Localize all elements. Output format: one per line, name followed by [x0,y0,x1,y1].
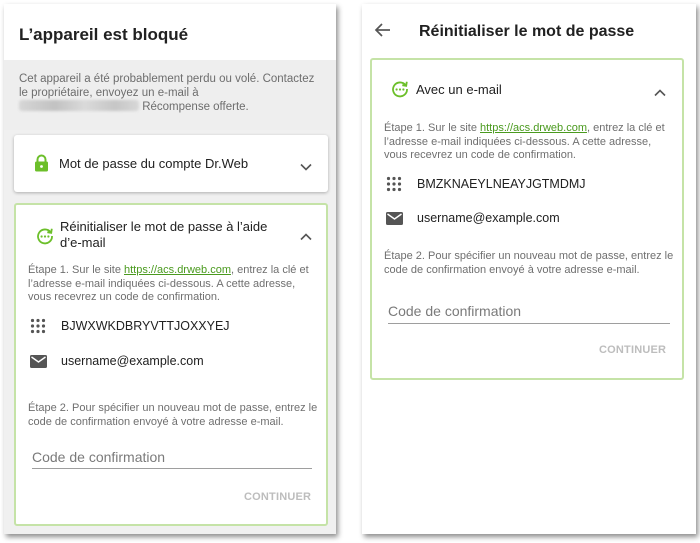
input-underline [388,323,670,324]
email-row [386,209,666,229]
reset-by-email-card [14,203,328,526]
reset-icon [36,227,54,245]
lost-device-banner [4,60,336,130]
back-arrow-icon[interactable] [374,21,392,39]
recovery-key: BJWXWKDBRYVTTJOXXYEJ [61,319,230,333]
account-password-title: Mot de passe du compte Dr.Web [59,156,249,171]
page-title: Réinitialiser le mot de passe [419,23,635,40]
keypad-icon [386,176,402,197]
email-row [30,352,310,372]
mail-icon [386,212,403,230]
continue-button[interactable]: CONTINUER [599,344,667,356]
input-underline [32,468,312,469]
recovery-email: username@example.com [61,354,204,368]
confirmation-code-input[interactable]: Code de confirmation [388,303,522,319]
chevron-up-icon[interactable] [653,85,667,95]
reset-icon [391,80,409,98]
keypad-icon [30,318,46,339]
step1-instructions [384,122,676,163]
chevron-down-icon[interactable] [299,159,313,169]
acs-drweb-link[interactable]: https://acs.drweb.com [124,264,231,276]
step1-text-rest: , entrez la clé et l’adresse e-mail indiquées ci-dessous. A cette adresse, vous recevrez un code de confirmation. [384,122,665,161]
content-area [4,130,336,534]
reset-card-title: Réinitialiser le mot de passe à l’aide d’e-mail [60,219,268,250]
confirmation-code-input[interactable]: Code de confirmation [32,449,166,465]
step1-text: Étape 1. Sur le site [28,264,124,276]
continue-button[interactable]: CONTINUER [244,491,312,503]
step1-text-rest: , entrez la clé et l’adresse e-mail indiquées ci-dessous. A cette adresse, vous recevrez un code de confirmation. [28,264,309,303]
acs-drweb-link[interactable]: https://acs.drweb.com [480,122,587,134]
app-header [362,4,696,58]
step1-text: Étape 1. Sur le site [384,122,480,134]
key-row [386,175,666,195]
page-title: L’appareil est bloqué [19,25,189,44]
app-header [4,4,336,60]
mail-icon [30,355,47,373]
step2-instructions: Étape 2. Pour spécifier un nouveau mot de passe, entrez le code de confirmation envoyé à votre adresse e-mail. [28,402,318,428]
key-row [30,317,310,337]
blurred-owner-email [19,100,139,111]
recovery-key: BMZKNAEYLNEAYJGTMDMJ [417,177,586,191]
lock-icon [34,154,49,172]
locked-device-screen [4,4,336,534]
step1-instructions [28,264,320,305]
recovery-email: username@example.com [417,211,560,225]
reset-card-title: Avec un e-mail [416,82,502,97]
reset-by-email-card [370,58,684,380]
banner-reward: Récompense offerte. [142,101,249,113]
chevron-up-icon[interactable] [299,229,313,239]
banner-message: Cet appareil a été probablement perdu ou volé. Contactez le propriétaire, envoyez un e-mail à [19,73,315,99]
reset-password-screen [362,4,696,534]
step2-instructions: Étape 2. Pour spécifier un nouveau mot de passe, entrez le code de confirmation envoyé à votre adresse e-mail. [384,250,674,276]
account-password-card[interactable] [14,135,328,192]
